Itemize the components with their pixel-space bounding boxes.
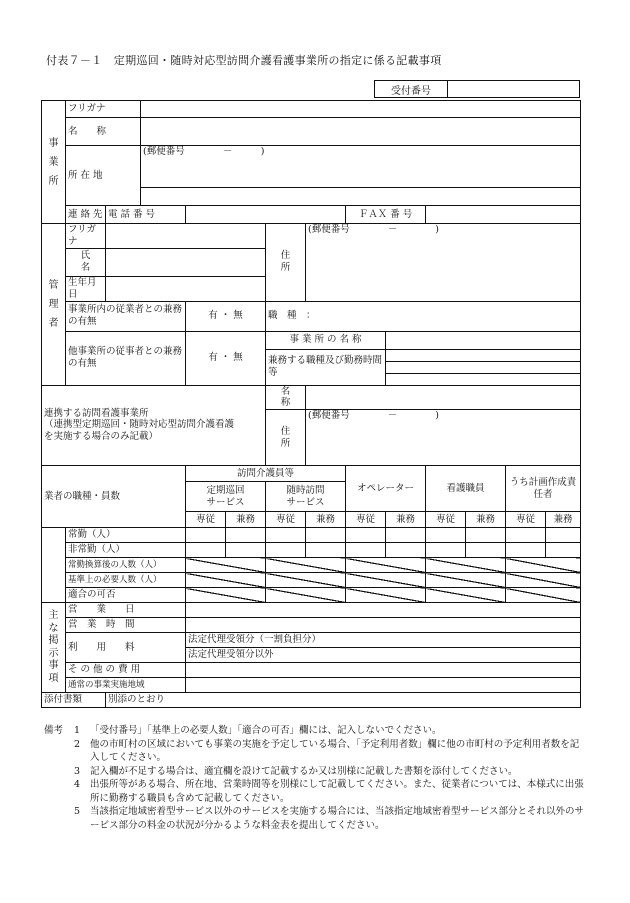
manager-name-label: 氏 名 xyxy=(66,248,106,276)
staff-row-label: 常勤換算後の人数（人） xyxy=(66,558,186,573)
partner-name-field[interactable] xyxy=(306,385,581,410)
staff-row-label: 常勤（人） xyxy=(66,528,186,543)
manager-job-type-field[interactable] xyxy=(266,301,581,331)
posted-items-section-label: 主 な 掲 示 事 項 xyxy=(42,603,66,693)
other-job-field-2[interactable] xyxy=(386,361,581,373)
office-furigana-field[interactable] xyxy=(141,101,581,118)
remarks-list xyxy=(44,724,584,832)
concurrent-header: 兼務 xyxy=(546,512,581,528)
full-time-header: 専従 xyxy=(506,512,546,528)
concurrent-header: 兼務 xyxy=(306,512,346,528)
attachments-field[interactable] xyxy=(106,693,581,708)
full-time-header: 専従 xyxy=(346,512,386,528)
manager-section-label: 管 理 者 xyxy=(42,224,66,386)
partner-office-label xyxy=(42,385,266,466)
partner-name-label: 名 称 xyxy=(266,385,306,410)
fee-other-label: 法定代理受領分以外 xyxy=(188,649,274,661)
other-costs-label: そ の 他 の 費 用 xyxy=(66,663,186,678)
manager-birth-field[interactable] xyxy=(106,276,266,301)
concurrent-header: 兼務 xyxy=(466,512,506,528)
partner-office-title: 連携する訪問看護事業所 xyxy=(44,407,149,419)
manager-birth-label: 生年月日 xyxy=(66,276,106,301)
application-form-table xyxy=(41,100,581,708)
other-job-field-3[interactable] xyxy=(386,373,581,385)
other-office-name-field[interactable] xyxy=(386,331,581,349)
staff-row-label: 適合の可否 xyxy=(66,588,186,603)
manager-concurrent-in-label: 事業所内の従業者との兼務の有無 xyxy=(66,301,186,331)
fee-legal-label: 法定代理受領分（一割負担分） xyxy=(188,634,322,646)
staff-row-label: 非常勤（人） xyxy=(66,543,186,558)
attachments-value: 別添のとおり xyxy=(108,694,166,706)
manager-address-label: 住 所 xyxy=(266,224,306,302)
concurrent-header: 兼務 xyxy=(386,512,426,528)
office-phone-field[interactable] xyxy=(186,206,346,224)
list-item: 4 出張所等がある場合、所在地、営業時間等を別様にして記載してください。また、従業者については、本様式に出張所に勤務する職員も含めて記載してください。 xyxy=(74,779,584,804)
business-days-field[interactable] xyxy=(186,603,581,618)
receipt-number-box xyxy=(374,80,580,98)
list-item: 1 「受付番号」「基準上の必要人数」「適合の可否」欄には、記入しないでください。 xyxy=(74,725,442,736)
operator-header: オペレーター xyxy=(346,466,426,512)
list-item: 2 他の市町村の区域においても事業の実施を予定している場合、「予定利用者数」欄に他の市町村の予定利用者数を記入してください。 xyxy=(74,738,580,763)
planner-header: うち計画作成責任者 xyxy=(506,466,581,512)
receipt-number-field[interactable] xyxy=(448,81,579,97)
business-hours-field[interactable] xyxy=(186,618,581,633)
office-postal-code: (郵便番号 － ) xyxy=(143,146,265,157)
office-address-field[interactable] xyxy=(141,146,581,188)
partner-postal-code: (郵便番号 － ) xyxy=(308,410,439,422)
other-office-name-label: 事 業 所 の 名 称 xyxy=(266,331,386,349)
partner-office-note2: を実施する場合のみ記載） xyxy=(44,431,159,443)
table-row xyxy=(42,573,581,588)
business-hours-label: 営 業 時 間 xyxy=(66,618,186,633)
office-contact-label: 連 絡 先 xyxy=(66,206,106,224)
manager-job-type-label: 職 種 ： xyxy=(268,310,316,322)
table-row xyxy=(42,588,581,603)
table-row xyxy=(42,543,581,558)
manager-concurrent-in-yesno[interactable]: 有 ・ 無 xyxy=(186,301,266,331)
manager-concurrent-other-yesno[interactable]: 有 ・ 無 xyxy=(186,331,266,385)
fee-label: 利 用 料 xyxy=(66,633,186,663)
receipt-number-label: 受付番号 xyxy=(375,81,448,97)
nurse-header: 看護職員 xyxy=(426,466,506,512)
manager-postal-code: (郵便番号 － ) xyxy=(308,224,439,235)
manager-furigana-label: フリガナ xyxy=(66,224,106,249)
office-address-line2[interactable] xyxy=(141,188,581,206)
other-job-field-1[interactable] xyxy=(386,349,581,361)
office-furigana-label: フリガナ xyxy=(66,101,141,118)
remarks-section xyxy=(44,724,584,832)
manager-name-field[interactable] xyxy=(106,248,266,276)
list-item: 3 記入欄が不足する場合は、適宜欄を設けて記載するか又は別様に記載した書類を添付してください。 xyxy=(74,765,518,777)
periodic-service-header: 定期巡回 サービス xyxy=(186,482,266,512)
service-area-label: 通常の事業実施地域 xyxy=(66,678,186,693)
manager-address-field[interactable] xyxy=(306,224,581,302)
partner-address-label: 住 所 xyxy=(266,410,306,466)
staff-title: 業者の職種・員数 xyxy=(42,466,186,528)
office-fax-field[interactable] xyxy=(426,206,581,224)
partner-office-note1: （連携型定期巡回・随時対応型訪問介護看護 xyxy=(44,419,235,431)
manager-furigana-field[interactable] xyxy=(106,224,266,249)
business-days-label: 営 業 日 xyxy=(66,603,186,618)
staff-row-label: 基準上の必要人数（人） xyxy=(66,573,186,588)
office-fax-label: ＦＡＸ 番 号 xyxy=(346,206,426,224)
fee-legal-field[interactable] xyxy=(186,633,581,648)
office-address-label: 所 在 地 xyxy=(66,146,141,206)
ondemand-service-header: 随時訪問 サービス xyxy=(266,482,346,512)
other-job-label: 兼務する職種及び勤務時間等 xyxy=(266,349,386,385)
list-item: 5 当該指定地域密着型サービス以外のサービスを実施する場合には、当該指定地域密着型サービス部分とそれ以外のサービス部分の料金の状況が分かるような料金表を提出してください。 xyxy=(74,806,585,831)
full-time-header: 専従 xyxy=(426,512,466,528)
full-time-header: 専従 xyxy=(266,512,306,528)
office-name-field[interactable] xyxy=(141,118,581,146)
table-row xyxy=(42,558,581,573)
office-section-label: 事 業 所 xyxy=(42,101,66,224)
office-name-label: 名 称 xyxy=(66,118,141,146)
partner-address-field[interactable] xyxy=(306,410,581,466)
visiting-caregiver-header: 訪問介護員等 xyxy=(186,466,346,482)
manager-concurrent-other-label: 他事業所の従事者との兼務の有無 xyxy=(66,331,186,385)
full-time-header: 専従 xyxy=(186,512,226,528)
concurrent-header: 兼務 xyxy=(226,512,266,528)
office-phone-label: 電 話 番 号 xyxy=(106,206,186,224)
page-title: 付表７－１ 定期巡回・随時対応型訪問介護看護事業所の指定に係る記載事項 xyxy=(46,54,442,67)
remarks-heading: 備考 xyxy=(44,725,64,736)
service-area-field[interactable] xyxy=(186,678,581,693)
attachments-label: 添付書類 xyxy=(42,693,106,708)
fee-other-field[interactable] xyxy=(186,648,581,663)
table-row xyxy=(42,528,581,543)
other-costs-field[interactable] xyxy=(186,663,581,678)
